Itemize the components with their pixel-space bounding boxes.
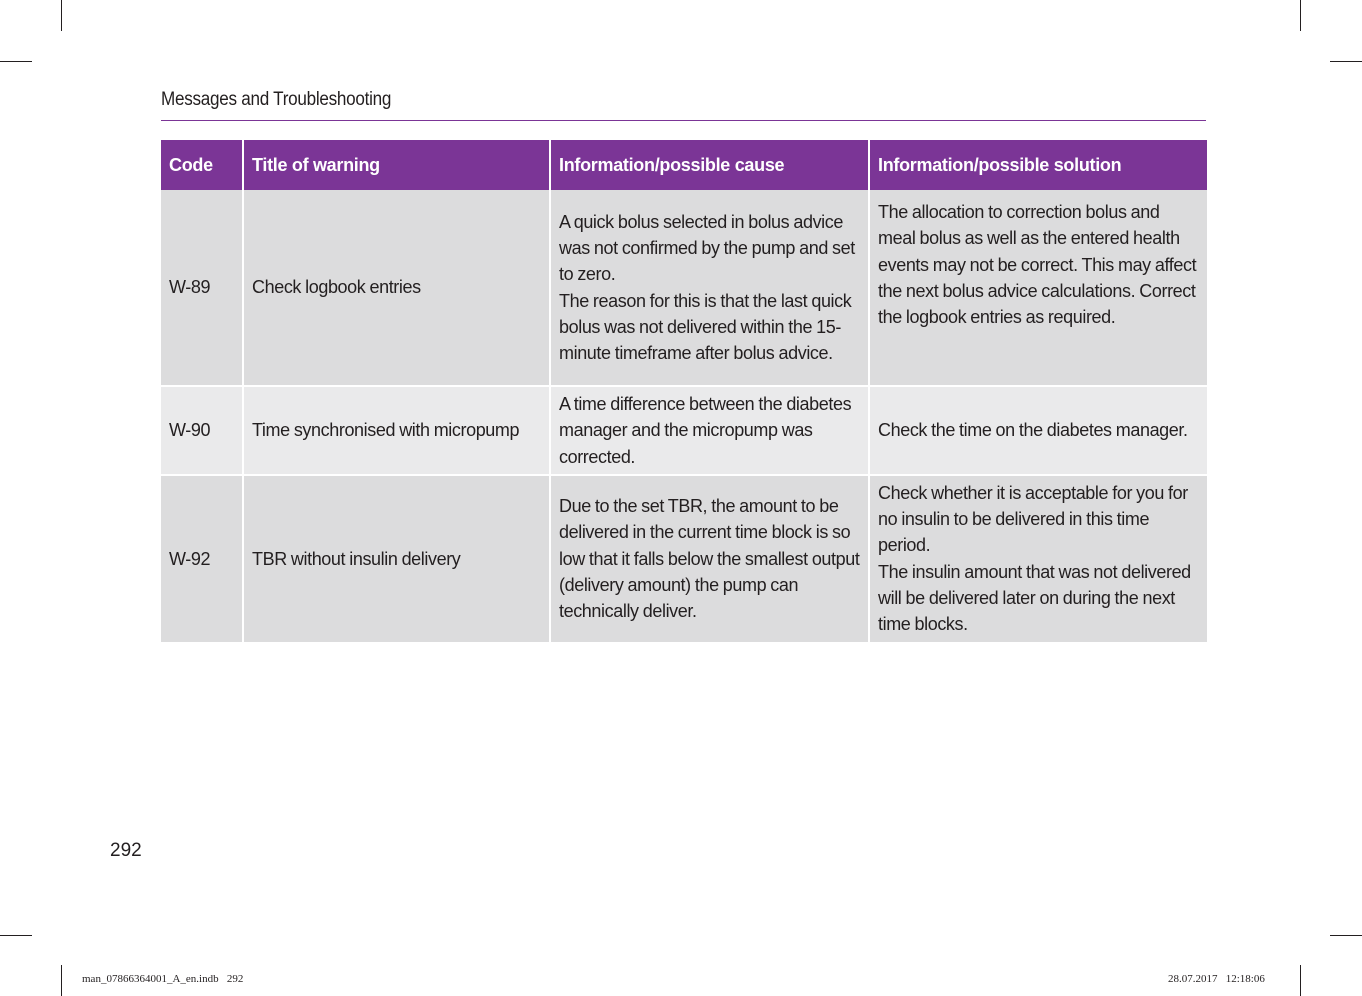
column-header-title: Title of warning [244, 140, 551, 190]
warning-code: W-90 [161, 387, 244, 476]
column-header-cause: Information/possible cause [551, 140, 870, 190]
warning-code: W-92 [161, 476, 244, 642]
warning-title: Check logbook entries [244, 190, 551, 387]
table-row [161, 190, 1207, 387]
warning-title: TBR without insulin delivery [244, 476, 551, 642]
crop-mark-right-top [1330, 61, 1362, 62]
crop-mark-left-top [0, 61, 32, 62]
crop-mark-bottom-left [61, 965, 62, 996]
warning-title: Time synchronised with micropump [244, 387, 551, 476]
column-header-code: Code [161, 140, 244, 190]
table-header-row [161, 140, 1207, 190]
crop-mark-top-left [61, 0, 62, 31]
warning-solution: Check the time on the diabetes manager. [870, 387, 1207, 476]
page-number: 292 [110, 840, 142, 861]
crop-mark-right-bottom [1330, 935, 1362, 936]
warning-cause: A quick bolus selected in bolus advice was not confirmed by the pump and set to zero. The reason for this is that the last quick bolus was not delivered within the 15-minute timeframe after bolus advice. [551, 190, 870, 387]
warning-cause: A time difference between the diabetes manager and the micropump was corrected. [551, 387, 870, 476]
crop-mark-top-right [1300, 0, 1301, 31]
warning-solution: The allocation to correction bolus and meal bolus as well as the entered health events may not be correct. This may affect the next bolus advice calculations. Correct the logbook entries as required. [870, 190, 1207, 387]
crop-mark-left-bottom [0, 935, 32, 936]
table-row [161, 387, 1207, 476]
warning-cause: Due to the set TBR, the amount to be delivered in the current time block is so low that it falls below the smallest output (delivery amount) the pump can technically deliver. [551, 476, 870, 642]
header-rule [161, 120, 1206, 121]
section-title: Messages and Troubleshooting [161, 89, 392, 110]
warnings-table [161, 140, 1207, 642]
crop-mark-bottom-right [1300, 965, 1301, 996]
warning-solution: Check whether it is acceptable for you for no insulin to be delivered in this time period. The insulin amount that was not delivered will be delivered later on during the next time blocks. [870, 476, 1207, 642]
slug-file-info: man_07866364001_A_en.indb 292 [82, 973, 244, 985]
column-header-solution: Information/possible solution [870, 140, 1207, 190]
warning-code: W-89 [161, 190, 244, 387]
table-row [161, 476, 1207, 642]
slug-date-time: 28.07.2017 12:18:06 [1168, 973, 1265, 985]
